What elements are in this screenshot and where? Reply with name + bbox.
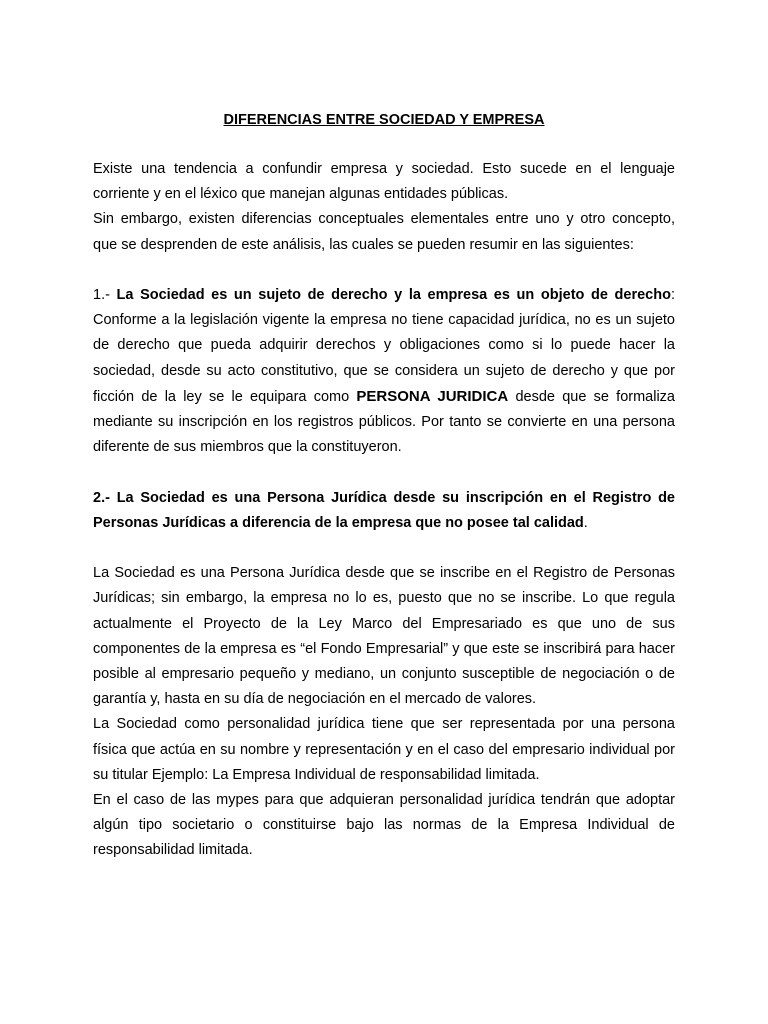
point-1-number: 1.- bbox=[93, 287, 110, 303]
point-2-period: . bbox=[583, 514, 588, 531]
document-title: DIFERENCIAS ENTRE SOCIEDAD Y EMPRESA bbox=[223, 112, 545, 128]
intro-paragraph-1: Existe una tendencia a confundir empresa y sociedad. Esto sucede en el lenguaje corriente y en el léxico que manejan algunas entidades públicas. bbox=[93, 161, 675, 203]
point-1-colon: : bbox=[670, 287, 675, 303]
point-2-heading: 2.- La Sociedad es una Persona Jurídica desde su inscripción en el Registro de Personas Jurídicas a diferencia de la empresa que no posee tal calidad bbox=[93, 489, 675, 531]
point-1-text-after: desde que se formaliza mediante su inscripción en los registros públicos. Por tanto se convierte en una persona diferente de sus miembros que la constituyeron. bbox=[93, 388, 675, 456]
point-1-emphasis: PERSONA JURIDICA bbox=[356, 387, 509, 405]
body-paragraph-1: La Sociedad es una Persona Jurídica desde que se inscribe en el Registro de Personas Jurídicas; sin embargo, la empresa no lo es, puesto que no se inscribe. Lo que regula actualmente el Proyecto de la Ley Marco del Empresariado es que uno de sus componentes de la empresa es “el Fondo Empresarial” y que este se inscribirá para hacer posible al empresario pequeño y mediano, un conjunto susceptible de negociación o de garantía y, hasta en su día de negociación en el mercado de valores. bbox=[93, 565, 675, 708]
paragraph-gap bbox=[93, 258, 675, 283]
point-1-paragraph bbox=[93, 283, 675, 460]
body-paragraph-2: La Sociedad como personalidad jurídica tiene que ser representada por una persona física que actúa en su nombre y representación y en el caso del empresario individual por su titular Ejemplo: La Empresa Individual de responsabilidad limitada. bbox=[93, 716, 675, 783]
paragraph-gap bbox=[93, 460, 675, 485]
point-1-text-before: Conforme a la legislación vigente la empresa no tiene capacidad jurídica, no es un sujeto de derecho que pueda adquirir derechos y obligaciones como si lo puede hacer la sociedad, desde su acto constitutivo, que se considera un sujeto de derecho y que por ficción de la ley se le equipara como bbox=[93, 312, 675, 405]
point-2-paragraph bbox=[93, 486, 675, 536]
intro-paragraph-2: Sin embargo, existen diferencias conceptuales elementales entre uno y otro concepto, que se desprenden de este análisis, las cuales se pueden resumir en las siguientes: bbox=[93, 211, 675, 253]
document-page bbox=[93, 108, 675, 864]
paragraph-gap bbox=[93, 536, 675, 561]
point-1-heading: La Sociedad es un sujeto de derecho y la empresa es un objeto de derecho bbox=[116, 287, 671, 303]
body-paragraph-3: En el caso de las mypes para que adquieran personalidad jurídica tendrán que adoptar algún tipo societario o constituirse bajo las normas de la Empresa Individual de responsabilidad limitada. bbox=[93, 792, 675, 859]
